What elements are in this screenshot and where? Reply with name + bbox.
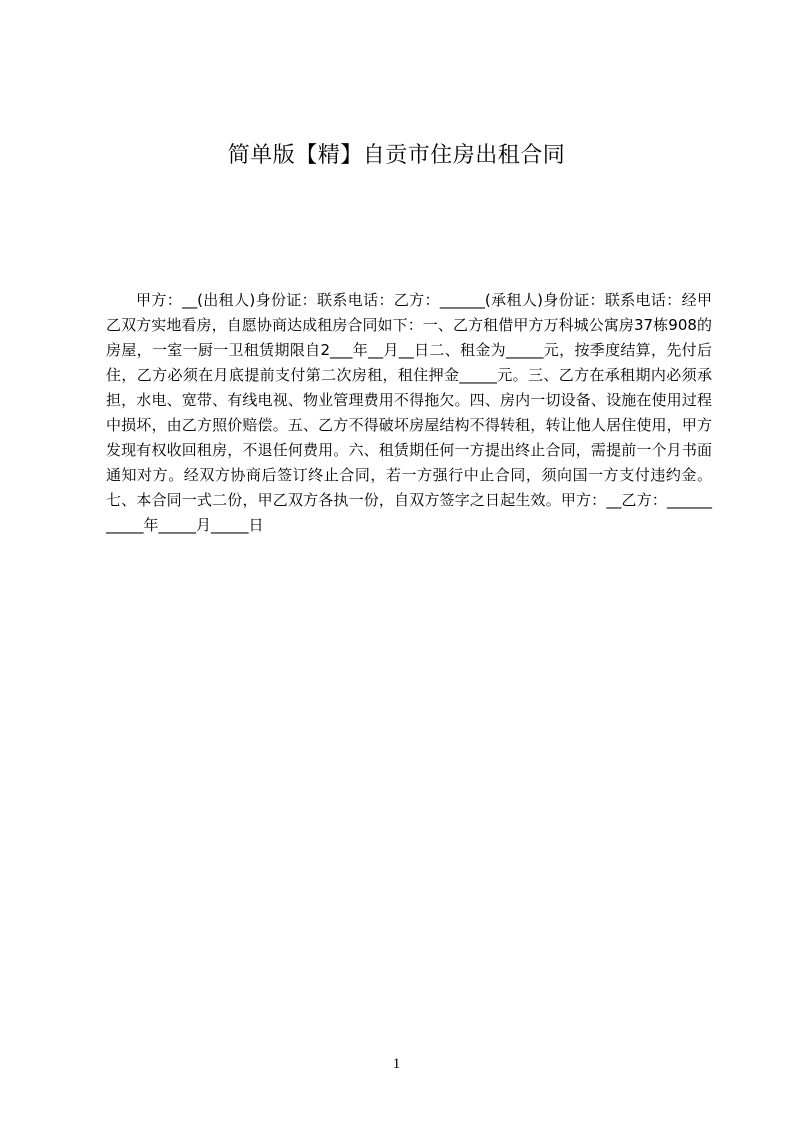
document-title: 简单版【精】自贡市住房出租合同 [227,143,566,168]
page-number: 1 [392,1056,401,1072]
contract-body-paragraph: 甲方：__(出租人)身份证：联系电话：乙方：______(承租人)身份证：联系电话：经甲乙双方实地看房，自愿协商达成租房合同如下：一、乙方租借甲方万科城公寓房37栋908的房屋，一室一厨一卫租赁期限自2___年__月__日二、租金为_____元，按季度结算，先付后住，乙方必须在月底提前支付第二次房租，租住押金_____元。三、乙方在承租期内必须承担，水电、宽带、有线电视、物业管理费用不得拖欠。四、房内一切设备、设施在使用过程中损坏，由乙方照价赔偿。五、乙方不得破坏房屋结构不得转租，转让他人居住使用，甲方发现有权收回租房，不退任何费用。六、租赁期任何一方提出终止合同，需提前一个月书面通知对方。经双方协商后签订终止合同，若一方强行中止合同，须向国一方支付违约金。七、本合同一式二份，甲乙双方各执一份，自双方签字之日起生效。甲方：__乙方：___________年_____月_____日 [106,291,712,534]
